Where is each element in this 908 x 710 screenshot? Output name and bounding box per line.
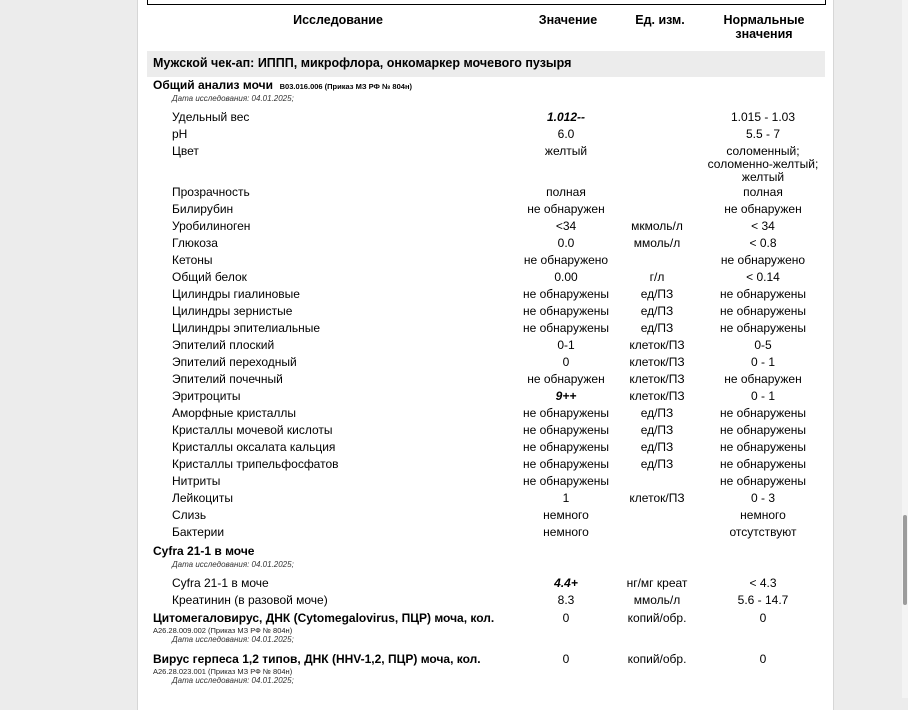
test-unit: г/л <box>649 270 665 284</box>
cmv-norm: 0 <box>759 611 767 625</box>
cmv-title: Цитомегаловирус, ДНК (Cytomegalovirus, ПЦР) моча, кол. <box>153 611 495 625</box>
test-name: Эпителий переходный <box>172 355 297 369</box>
test-unit: клеток/ПЗ <box>629 389 685 403</box>
test-value: не обнаружены <box>522 287 610 301</box>
scrollbar-thumb[interactable] <box>903 515 907 605</box>
test-norm: не обнаружен <box>724 202 802 216</box>
hsv-unit: копий/обр. <box>627 652 687 666</box>
test-unit: мкмоль/л <box>631 219 683 233</box>
test-value: полная <box>546 185 586 199</box>
test-name: Кристаллы трипельфосфатов <box>172 457 339 471</box>
previous-block-border <box>147 0 826 5</box>
hsv-title: Вирус герпеса 1,2 типов, ДНК (HHV-1,2, ПЦР) моча, кол. <box>153 652 481 666</box>
test-unit: ммоль/л <box>633 236 681 250</box>
test-norm: 0-5 <box>754 338 772 352</box>
cmv-date: Дата исследования: 04.01.2025; <box>172 635 294 644</box>
test-unit: ед/ПЗ <box>640 304 674 318</box>
cmv-value: 0 <box>562 611 570 625</box>
test-norm: 1.015 - 1.03 <box>730 110 796 124</box>
test-name: Cyfra 21-1 в моче <box>172 576 269 590</box>
header-value: Значение <box>538 13 598 27</box>
urinalysis-title <box>153 79 412 93</box>
test-name: Уробилиноген <box>172 219 251 233</box>
test-value: 1.012-- <box>546 110 586 124</box>
test-norm: отсутствуют <box>729 525 797 539</box>
test-value: не обнаружены <box>522 423 610 437</box>
urinalysis-code: B03.016.006 (Приказ МЗ РФ № 804н) <box>279 82 412 91</box>
test-value: 0 <box>562 355 570 369</box>
test-name: Общий белок <box>172 270 247 284</box>
test-norm: соломенный; соломенно-желтый; желтый <box>707 144 819 184</box>
test-value: <34 <box>555 219 577 233</box>
test-value: не обнаружен <box>527 202 605 216</box>
test-value: не обнаружены <box>522 457 610 471</box>
test-unit: ммоль/л <box>633 593 681 607</box>
cyfra-date: Дата исследования: 04.01.2025; <box>172 560 294 569</box>
hsv-norm: 0 <box>759 652 767 666</box>
test-name: Кристаллы оксалата кальция <box>172 440 336 454</box>
test-norm: < 0.8 <box>749 236 777 250</box>
test-value: не обнаружено <box>523 253 609 267</box>
header-norm: Нормальные значения <box>723 13 805 41</box>
section-title: Мужской чек-ап: ИППП, микрофлора, онкомаркер мочевого пузыря <box>153 56 572 70</box>
test-value: 4.4+ <box>554 576 578 590</box>
test-unit: ед/ПЗ <box>640 287 674 301</box>
test-norm: не обнаружены <box>719 457 807 471</box>
test-norm: 0 - 1 <box>750 355 775 369</box>
test-norm: не обнаружены <box>719 440 807 454</box>
test-unit: ед/ПЗ <box>640 440 674 454</box>
test-norm: не обнаружен <box>724 372 802 386</box>
test-name: Креатинин (в разовой моче) <box>172 593 328 607</box>
test-value: 9++ <box>555 389 577 403</box>
test-norm: < 4.3 <box>749 576 777 590</box>
test-value: не обнаружены <box>522 406 610 420</box>
test-norm: не обнаружены <box>719 406 807 420</box>
test-norm: < 34 <box>751 219 775 233</box>
test-norm: не обнаружены <box>719 423 807 437</box>
test-unit: клеток/ПЗ <box>629 491 685 505</box>
test-unit: ед/ПЗ <box>640 457 674 471</box>
test-unit: клеток/ПЗ <box>629 372 685 386</box>
test-name: Прозрачность <box>172 185 250 199</box>
test-name: Эпителий плоский <box>172 338 275 352</box>
section-header <box>147 51 825 77</box>
test-norm: не обнаружены <box>719 474 807 488</box>
test-norm: не обнаружены <box>719 287 807 301</box>
test-name: Цилиндры эпителиальные <box>172 321 321 335</box>
test-value: 6.0 <box>557 127 575 141</box>
test-name: Билирубин <box>172 202 234 216</box>
test-value: не обнаружен <box>527 372 605 386</box>
test-name: Цилиндры зернистые <box>172 304 293 318</box>
test-unit: клеток/ПЗ <box>629 355 685 369</box>
test-name: Аморфные кристаллы <box>172 406 297 420</box>
cmv-unit: копий/обр. <box>627 611 687 625</box>
test-name: Эритроциты <box>172 389 241 403</box>
test-norm: 5.6 - 14.7 <box>737 593 789 607</box>
test-unit: нг/мг креат <box>626 576 688 590</box>
test-name: Глюкоза <box>172 236 218 250</box>
test-value: 8.3 <box>557 593 575 607</box>
test-norm: 0 - 3 <box>750 491 775 505</box>
test-norm: не обнаружены <box>719 304 807 318</box>
test-name: Бактерии <box>172 525 225 539</box>
hsv-date: Дата исследования: 04.01.2025; <box>172 676 294 685</box>
test-value: 1 <box>562 491 570 505</box>
test-norm: 0 - 1 <box>750 389 775 403</box>
test-norm: не обнаружены <box>719 321 807 335</box>
test-name: Удельный вес <box>172 110 250 124</box>
test-value: не обнаружены <box>522 321 610 335</box>
test-value: 0.0 <box>557 236 575 250</box>
test-value: немного <box>543 525 589 539</box>
header-study: Исследование <box>293 13 383 27</box>
test-name: Слизь <box>172 508 207 522</box>
test-name: Цилиндры гиалиновые <box>172 287 300 301</box>
test-name: Нитриты <box>172 474 221 488</box>
hsv-code: A26.28.023.001 (Приказ МЗ РФ № 804н) <box>153 667 293 676</box>
test-name: Эпителий почечный <box>172 372 283 386</box>
test-value: не обнаружены <box>522 440 610 454</box>
test-name: Лейкоциты <box>172 491 234 505</box>
test-name: Кетоны <box>172 253 213 267</box>
test-value: желтый <box>544 144 588 158</box>
test-unit: ед/ПЗ <box>640 423 674 437</box>
test-norm: не обнаружено <box>720 253 806 267</box>
vertical-scrollbar[interactable] <box>902 0 908 698</box>
test-value: не обнаружены <box>522 474 610 488</box>
test-value: немного <box>543 508 589 522</box>
test-unit: ед/ПЗ <box>640 406 674 420</box>
urinalysis-date: Дата исследования: 04.01.2025; <box>172 94 294 103</box>
hsv-value: 0 <box>562 652 570 666</box>
cyfra-title: Cyfra 21-1 в моче <box>153 544 255 558</box>
urinalysis-name: Общий анализ мочи <box>153 78 273 92</box>
test-value: 0.00 <box>554 270 578 284</box>
header-unit: Ед. изм. <box>635 13 685 27</box>
test-name: Цвет <box>172 144 199 158</box>
test-norm: немного <box>740 508 786 522</box>
test-value: 0-1 <box>557 338 575 352</box>
test-name: pH <box>172 127 188 141</box>
test-norm: 5.5 - 7 <box>745 127 781 141</box>
test-norm: < 0.14 <box>746 270 780 284</box>
test-value: не обнаружены <box>522 304 610 318</box>
test-unit: ед/ПЗ <box>640 321 674 335</box>
test-unit: клеток/ПЗ <box>629 338 685 352</box>
test-name: Кристаллы мочевой кислоты <box>172 423 333 437</box>
cmv-code: A26.28.009.002 (Приказ МЗ РФ № 804н) <box>153 626 293 635</box>
test-norm: полная <box>743 185 783 199</box>
